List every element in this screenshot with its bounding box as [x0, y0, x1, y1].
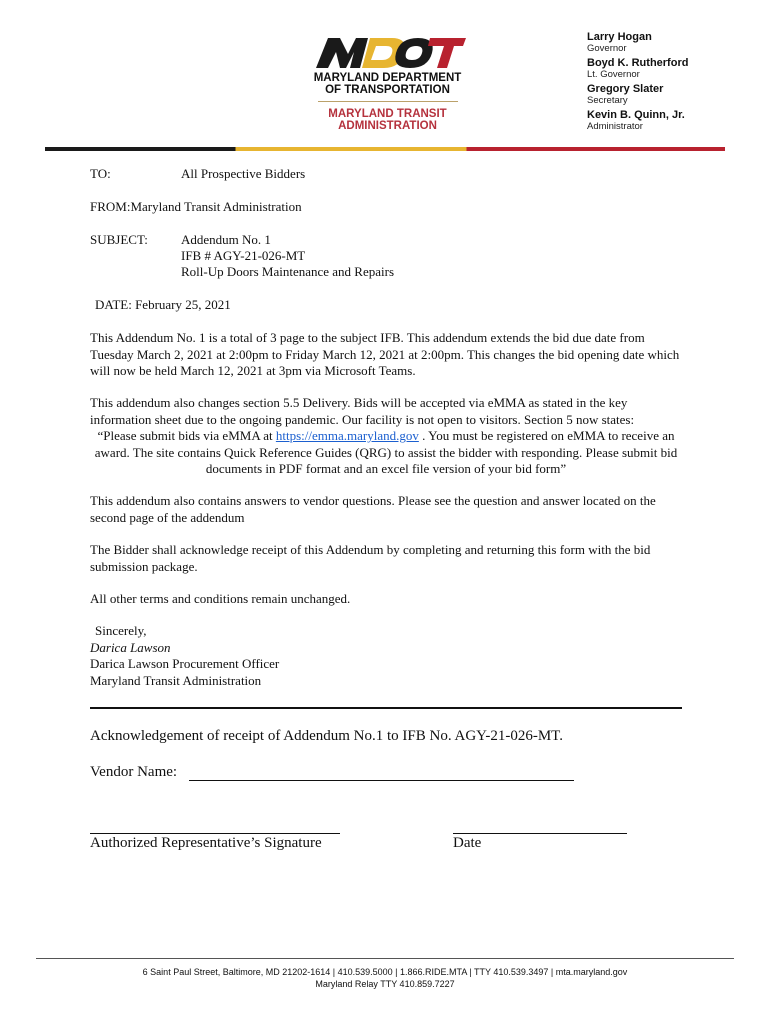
- paragraph-vendor-questions: [90, 493, 680, 526]
- official-secretary: [587, 83, 663, 106]
- org-divider: [318, 101, 458, 102]
- paragraph-delivery: [90, 395, 680, 428]
- quote-text-end: . You must be registered on eMMA to receive an award. The site contains Quick Reference Guides (QRG) to assist the bidder with responding. Please submit bid documents in PDF format and an excel file version of your bid form”: [94, 428, 678, 476]
- official-administrator: [587, 109, 685, 132]
- official-lt-governor: [587, 57, 688, 80]
- header-color-band: [45, 147, 725, 151]
- official-name: Larry Hogan: [587, 31, 652, 43]
- date-field[interactable]: [453, 833, 627, 834]
- official-title: Administrator: [587, 121, 643, 132]
- official-name: Gregory Slater: [587, 83, 664, 95]
- vendor-name-field[interactable]: [189, 780, 574, 781]
- official-name: Boyd K. Rutherford: [587, 57, 689, 69]
- official-title: Secretary: [587, 95, 628, 106]
- from-line: FROM:Maryland Transit Administration: [90, 199, 302, 214]
- footer-divider: [36, 958, 734, 959]
- paragraph-text: This addendum also changes section 5.5 Delivery. Bids will be accepted via eMMA as stated in the key information sheet due to the ongoing pandemic. Our facility is not open to visitors. Section 5 now states:: [90, 395, 635, 427]
- signer-name-title: Darica Lawson Procurement Officer: [90, 656, 280, 671]
- official-governor: [587, 31, 652, 54]
- paragraph-acknowledge: [90, 542, 680, 575]
- paragraph-text: This Addendum No. 1 is a total of 3 page to the subject IFB. This addendum extends the bid due date from Tuesday March 2, 2021 at 2:00pm to Friday March 12, 2021 at 2:00pm. This changes the bid opening date which will now be held March 12, 2021 at 3pm via Microsoft Teams.: [90, 330, 680, 378]
- svg-text:MDOT: MDOT: [310, 34, 313, 35]
- official-name: Kevin B. Quinn, Jr.: [587, 109, 685, 121]
- to-label: TO:: [90, 166, 111, 181]
- org-line-3: MARYLAND TRANSIT: [328, 108, 447, 120]
- subject-label: SUBJECT:: [90, 232, 148, 247]
- footer-relay: Maryland Relay TTY 410.859.7227: [315, 979, 455, 989]
- org-line-4: ADMINISTRATION: [338, 120, 437, 132]
- emma-link[interactable]: https://emma.maryland.gov: [275, 428, 419, 443]
- footer-address: 6 Saint Paul Street, Baltimore, MD 21202-1614 | 410.539.5000 | 1.866.RIDE.MTA | TTY 410.539.3497 | mta.maryland.gov: [142, 967, 628, 977]
- signer-org: Maryland Transit Administration: [90, 673, 262, 688]
- org-line-2: OF TRANSPORTATION: [325, 84, 450, 96]
- paragraph-extension: [90, 330, 680, 380]
- to-value: All Prospective Bidders: [181, 166, 306, 181]
- paragraph-text: The Bidder shall acknowledge receipt of this Addendum by completing and returning this form with the bid submission package.: [90, 542, 651, 574]
- signature: Darica Lawson: [90, 640, 171, 655]
- org-line-1: MARYLAND DEPARTMENT: [313, 72, 462, 84]
- paragraph-text: All other terms and conditions remain unchanged.: [90, 591, 351, 606]
- section-divider: [90, 707, 682, 709]
- date-label: Date: [453, 835, 482, 851]
- paragraph-terms: [90, 591, 680, 608]
- signature-label: Authorized Representative’s Signature: [90, 835, 322, 851]
- official-title: Governor: [587, 43, 627, 54]
- vendor-name-label: Vendor Name:: [90, 764, 178, 780]
- subject-line-2: IFB # AGY-21-026-MT: [181, 248, 306, 263]
- closing: Sincerely,: [95, 623, 147, 638]
- subject-line-3: Roll-Up Doors Maintenance and Repairs: [181, 264, 395, 279]
- date-line: DATE: February 25, 2021: [95, 297, 231, 312]
- subject-line-1: Addendum No. 1: [181, 232, 271, 247]
- signature-field[interactable]: [90, 833, 340, 834]
- acknowledgement-heading: Acknowledgement of receipt of Addendum No.1 to IFB No. AGY-21-026-MT.: [90, 728, 563, 744]
- paragraph-text: This addendum also contains answers to vendor questions. Please see the question and answer located on the second page of the addendum: [90, 493, 656, 525]
- quoted-section: [88, 428, 684, 478]
- quote-text-start: “Please submit bids via eMMA at: [97, 428, 276, 443]
- official-title: Lt. Governor: [587, 69, 640, 80]
